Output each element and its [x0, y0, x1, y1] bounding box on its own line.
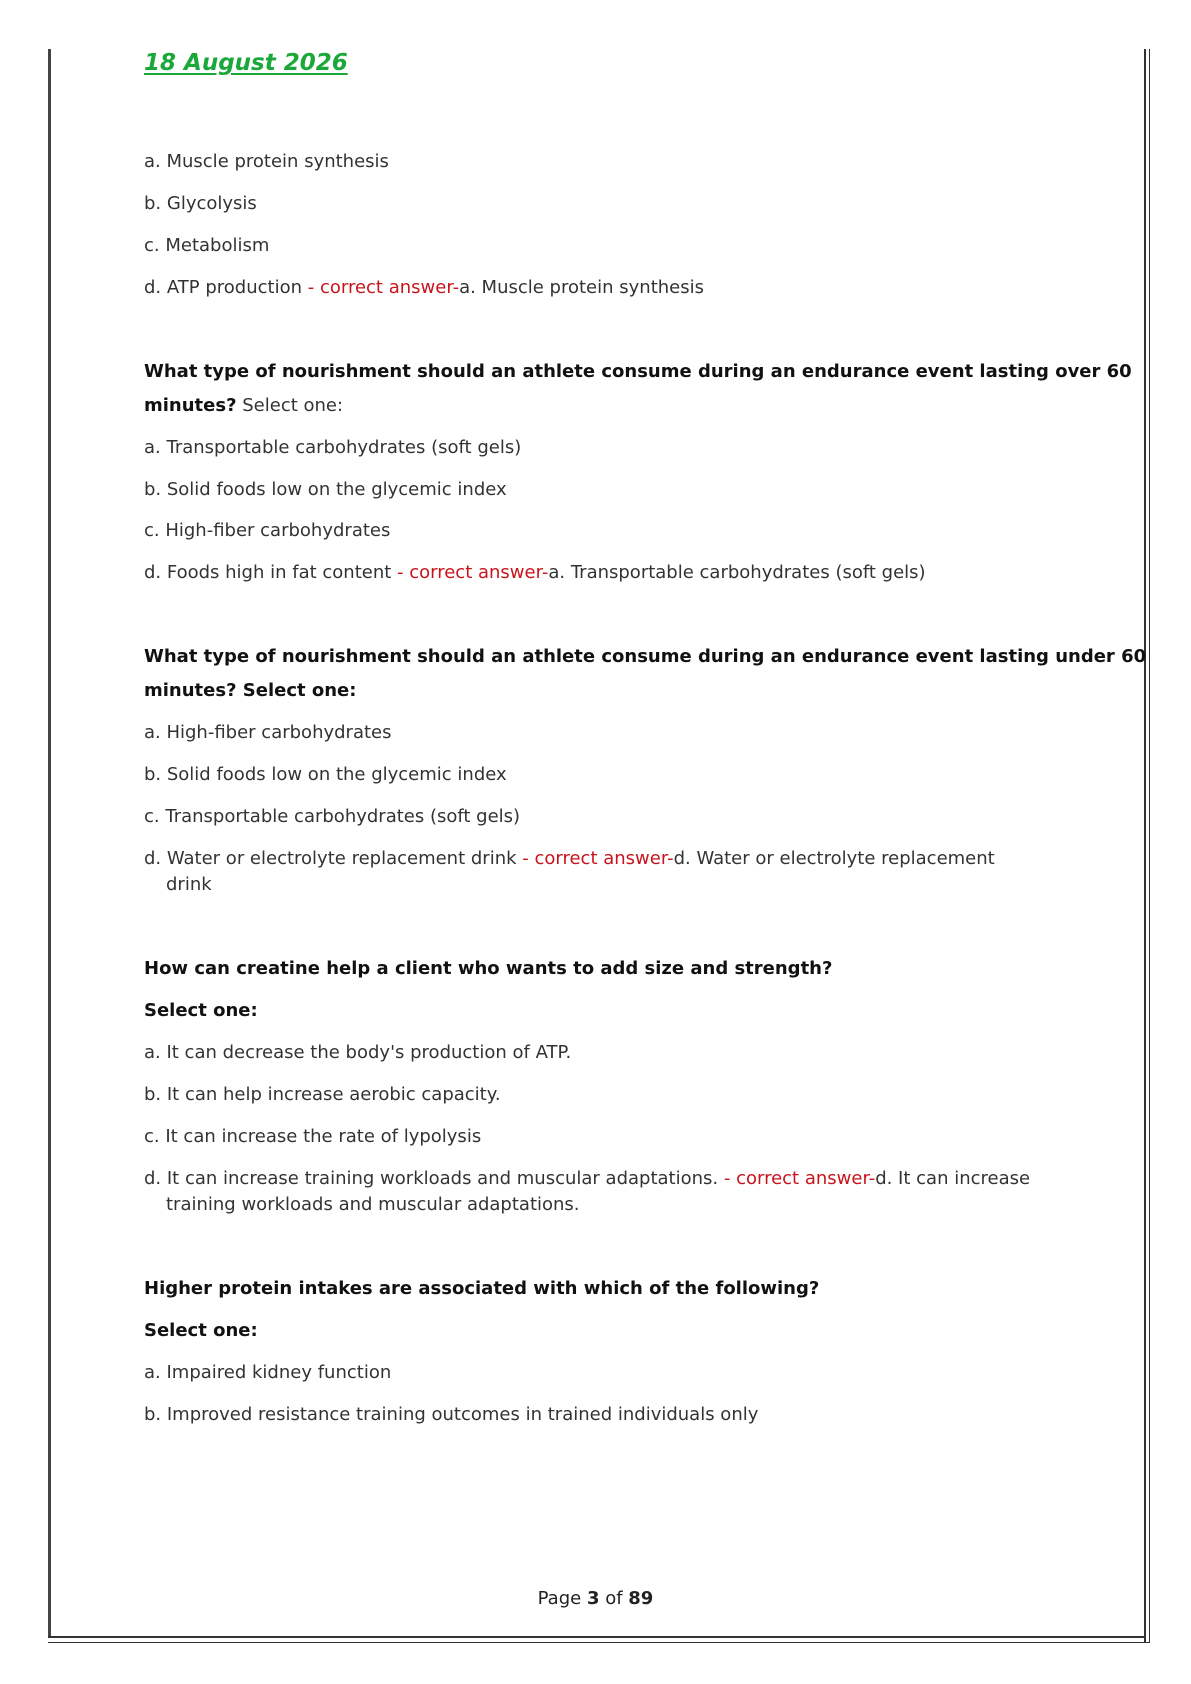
page-label: Page [537, 1588, 587, 1609]
answer-separator: - correct answer- [302, 277, 460, 298]
option-a: a. Muscle protein synthesis [144, 151, 389, 172]
option-d: d. It can increase training workloads and muscular adaptations. [144, 1168, 719, 1189]
page-border-bottom [48, 1636, 1146, 1638]
page-of-label: of [599, 1588, 629, 1609]
answer-separator: - correct answer- [391, 562, 549, 583]
option-d-with-answer [144, 848, 995, 870]
option-d: d. ATP production [144, 277, 303, 298]
page-border-left [48, 49, 51, 1637]
correct-answer-cont: training workloads and muscular adaptations. [166, 1194, 580, 1215]
option-b: b. Improved resistance training outcomes in trained individuals only [144, 1404, 759, 1425]
page-border-bottom-inner [48, 1642, 1150, 1643]
option-c: c. Transportable carbohydrates (soft gels) [144, 806, 521, 827]
header-date: 18 August 2026 [144, 50, 348, 76]
correct-answer: a. Transportable carbohydrates (soft gels) [548, 562, 926, 583]
correct-answer-cont: drink [166, 874, 212, 895]
question-text: Higher protein intakes are associated with which of the following? [144, 1278, 820, 1299]
option-b: b. Solid foods low on the glycemic index [144, 764, 507, 785]
option-d-with-answer [144, 562, 926, 584]
page-border-right-inner [1149, 49, 1150, 1643]
page-footer [0, 1588, 1191, 1609]
correct-answer: d. It can increase [875, 1168, 1031, 1189]
correct-answer: d. Water or electrolyte replacement [673, 848, 995, 869]
option-c: c. It can increase the rate of lypolysis [144, 1126, 482, 1147]
correct-answer: a. Muscle protein synthesis [459, 277, 704, 298]
option-a: a. It can decrease the body's production of ATP. [144, 1042, 572, 1063]
question-text-cont: minutes? Select one: [144, 680, 357, 701]
option-d-with-answer [144, 277, 704, 299]
select-one-label: Select one: [144, 1320, 258, 1341]
answer-separator: - correct answer- [516, 848, 674, 869]
page-number: 3 [586, 1588, 600, 1609]
question-text: How can creatine help a client who wants to add size and strength? [144, 958, 833, 979]
question-text-cont [144, 395, 343, 417]
option-a: a. Transportable carbohydrates (soft gels) [144, 437, 522, 458]
answer-separator: - correct answer- [718, 1168, 876, 1189]
question-text: What type of nourishment should an athlete consume during an endurance event lasting under 60 [144, 646, 1147, 667]
select-one-label: Select one: [236, 395, 344, 416]
option-d-with-answer [144, 1168, 1030, 1190]
option-a: a. Impaired kidney function [144, 1362, 392, 1383]
option-d: d. Water or electrolyte replacement drink [144, 848, 517, 869]
question-text: What type of nourishment should an athlete consume during an endurance event lasting over 60 [144, 361, 1132, 382]
option-c: c. High-fiber carbohydrates [144, 520, 391, 541]
select-one-label: Select one: [144, 1000, 258, 1021]
option-c: c. Metabolism [144, 235, 270, 256]
option-b: b. Solid foods low on the glycemic index [144, 479, 507, 500]
option-b: b. It can help increase aerobic capacity. [144, 1084, 501, 1105]
question-text-end: minutes? [144, 395, 237, 416]
page-border-right [1144, 49, 1146, 1643]
option-d: d. Foods high in fat content [144, 562, 392, 583]
option-b: b. Glycolysis [144, 193, 257, 214]
option-a: a. High-fiber carbohydrates [144, 722, 392, 743]
page-total: 89 [628, 1588, 654, 1609]
